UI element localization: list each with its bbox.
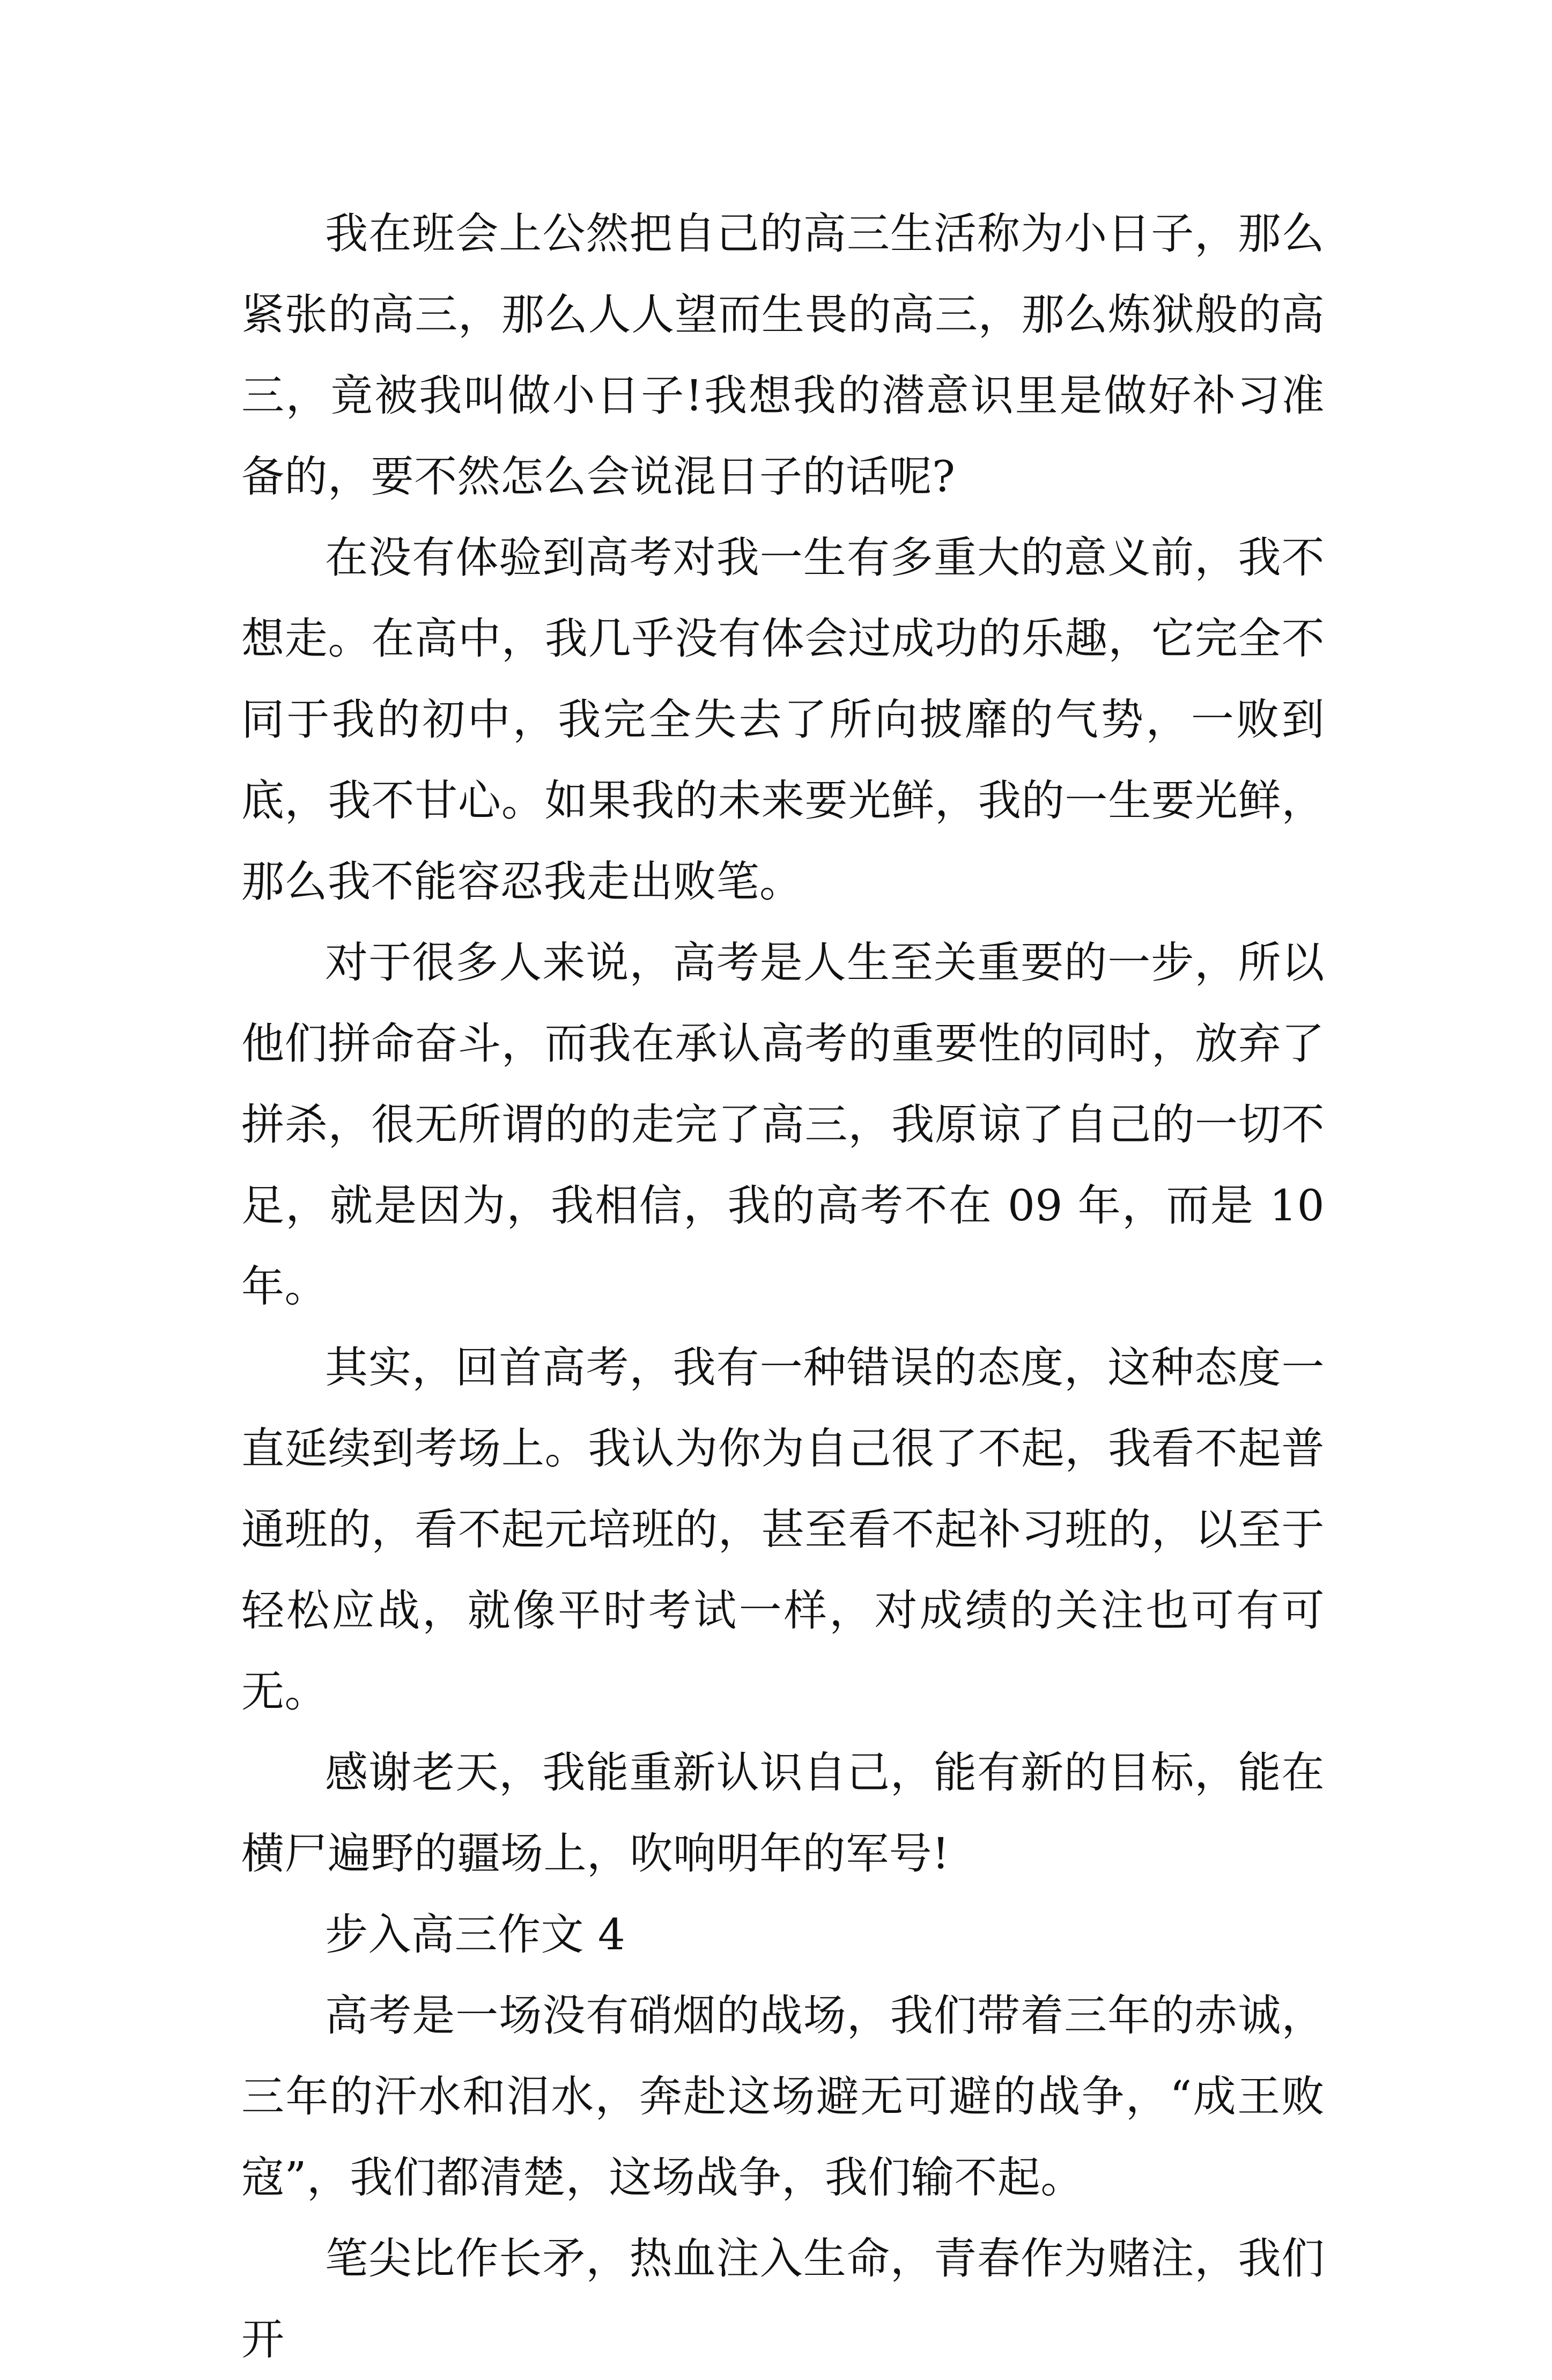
- paragraph-7: 笔尖比作长矛，热血注入生命，青春作为赌注，我们开: [241, 2234, 1325, 2364]
- document-body: [241, 193, 1325, 2380]
- paragraph-4: 其实，回首高考，我有一种错误的态度，这种态度一直延续到考场上。我认为你为自己很了不起，我看不起普通班的，看不起元培班的，甚至看不起补习班的，以至于轻松应战，就像平时考试一样，对成绩的关注也可有可无。: [241, 1343, 1325, 1716]
- paragraph-2: 在没有体验到高考对我一生有多重大的意义前，我不想走。在高中，我几乎没有体会过成功的乐趣，它完全不同于我的初中，我完全失去了所向披靡的气势，一败到底，我不甘心。如果我的未来要光鲜，我的一生要光鲜，那么我不能容忍我走出败笔。: [241, 533, 1325, 907]
- paragraph-6: 高考是一场没有硝烟的战场，我们带着三年的赤诚，三年的汗水和泪水，奔赴这场避无可避的战争，“成王败寇”，我们都清楚，这场战争，我们输不起。: [241, 1991, 1325, 2202]
- paragraph-5: 感谢老天，我能重新认识自己，能有新的目标，能在横尸遍野的疆场上，吹响明年的军号!: [241, 1748, 1325, 1878]
- paragraph-1: 我在班会上公然把自己的高三生活称为小日子，那么紧张的高三，那么人人望而生畏的高三，那么炼狱般的高三，竟被我叫做小日子!我想我的潜意识里是做好补习准备的，要不然怎么会说混日子的话呢?: [241, 209, 1325, 502]
- section-heading: 步入高三作文 4: [325, 1910, 626, 1959]
- paragraph-3: 对于很多人来说，高考是人生至关重要的一步，所以他们拼命奋斗，而我在承认高考的重要性的同时，放弃了拼杀，很无所谓的的走完了高三，我原谅了自己的一切不足，就是因为，我相信，我的高考不在 09 年，而是 10 年。: [241, 938, 1325, 1311]
